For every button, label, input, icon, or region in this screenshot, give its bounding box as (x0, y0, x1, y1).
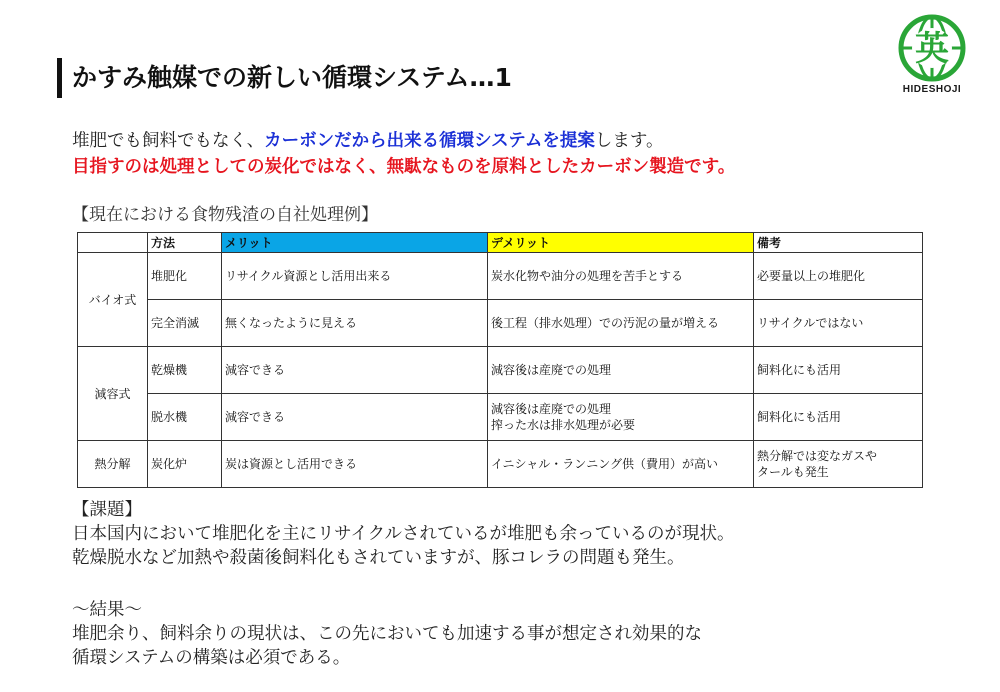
table-row (78, 347, 923, 394)
demerit-cell: 後工程（排水処理）での汚泥の量が増える (488, 300, 754, 347)
title-accent-bar (57, 58, 62, 98)
header-merit: メリット (222, 233, 488, 253)
result-line-1: 堆肥余り、飼料余りの現状は、この先においても加速する事が想定され効果的な (72, 624, 702, 644)
demerit-cell: 炭水化物や油分の処理を苦手とする (488, 253, 754, 300)
result-line-2: 循環システムの構築は必須である。 (72, 648, 351, 668)
intro-line-2: 目指すのは処理としての炭化ではなく、無駄なものを原料としたカーボン製造です。 (72, 157, 736, 177)
merit-cell: 無くなったように見える (222, 300, 488, 347)
table-row (78, 441, 923, 488)
logo-glyph: 英 (915, 29, 949, 69)
demerit-line: 減容後は産廃での処理 (491, 402, 612, 416)
merit-cell: 炭は資源とし活用できる (222, 441, 488, 488)
demerit-cell: 減容後は産廃での処理 (488, 347, 754, 394)
table-row (78, 253, 923, 300)
group-label: 熱分解 (78, 441, 148, 488)
demerit-line: 搾った水は排水処理が必要 (491, 418, 636, 432)
method-cell: 脱水機 (148, 394, 222, 441)
notes-cell: 飼料化にも活用 (754, 394, 923, 441)
header-method: 方法 (148, 233, 222, 253)
header-demerit: デメリット (488, 233, 754, 253)
notes-cell: 飼料化にも活用 (754, 347, 923, 394)
group-label: 減容式 (78, 347, 148, 441)
demerit-cell: イニシャル・ランニング供（費用）が高い (488, 441, 754, 488)
processing-table (77, 232, 923, 488)
result-heading: ～結果～ (72, 600, 142, 620)
table-heading: 【現在における食物残渣の自社処理例】 (72, 205, 378, 225)
company-logo (892, 14, 972, 100)
intro-line-1-pre: 堆肥でも飼料でもなく、 (72, 131, 265, 151)
intro-line-1-post: します。 (594, 131, 664, 151)
table-row (78, 394, 923, 441)
table-header-row (78, 233, 923, 253)
merit-cell: 減容できる (222, 394, 488, 441)
issues-line-1: 日本国内において堆肥化を主にリサイクルされているが堆肥も余っているのが現状。 (72, 524, 735, 544)
issues-line-2: 乾燥脱水など加熱や殺菌後飼料化もされていますが、豚コレラの問題も発生。 (72, 548, 685, 568)
intro-text (72, 128, 735, 180)
table-row (78, 300, 923, 347)
issues-heading: 【課題】 (72, 500, 142, 520)
demerit-cell (488, 394, 754, 441)
globe-icon (892, 14, 972, 84)
method-cell: 堆肥化 (148, 253, 222, 300)
intro-line-1-highlight: カーボンだから出来る循環システムを提案 (264, 131, 595, 151)
method-cell: 炭化炉 (148, 441, 222, 488)
merit-cell: リサイクル資源とし活用出来る (222, 253, 488, 300)
header-notes: 備考 (754, 233, 923, 253)
logo-name: HIDESHOJI (902, 84, 962, 95)
method-cell: 乾燥機 (148, 347, 222, 394)
intro-line-1 (72, 128, 735, 154)
merit-cell: 減容できる (222, 347, 488, 394)
notes-line: 熱分解では変なガスや (757, 449, 878, 463)
group-label: バイオ式 (78, 253, 148, 347)
notes-cell: リサイクルではない (754, 300, 923, 347)
notes-line: タールも発生 (757, 465, 829, 479)
method-cell: 完全消滅 (148, 300, 222, 347)
notes-cell (754, 441, 923, 488)
notes-cell: 必要量以上の堆肥化 (754, 253, 923, 300)
result-section (72, 598, 702, 670)
issues-section (72, 498, 735, 570)
page-title: かすみ触媒での新しい循環システム…1 (72, 63, 512, 92)
header-blank (78, 233, 148, 253)
